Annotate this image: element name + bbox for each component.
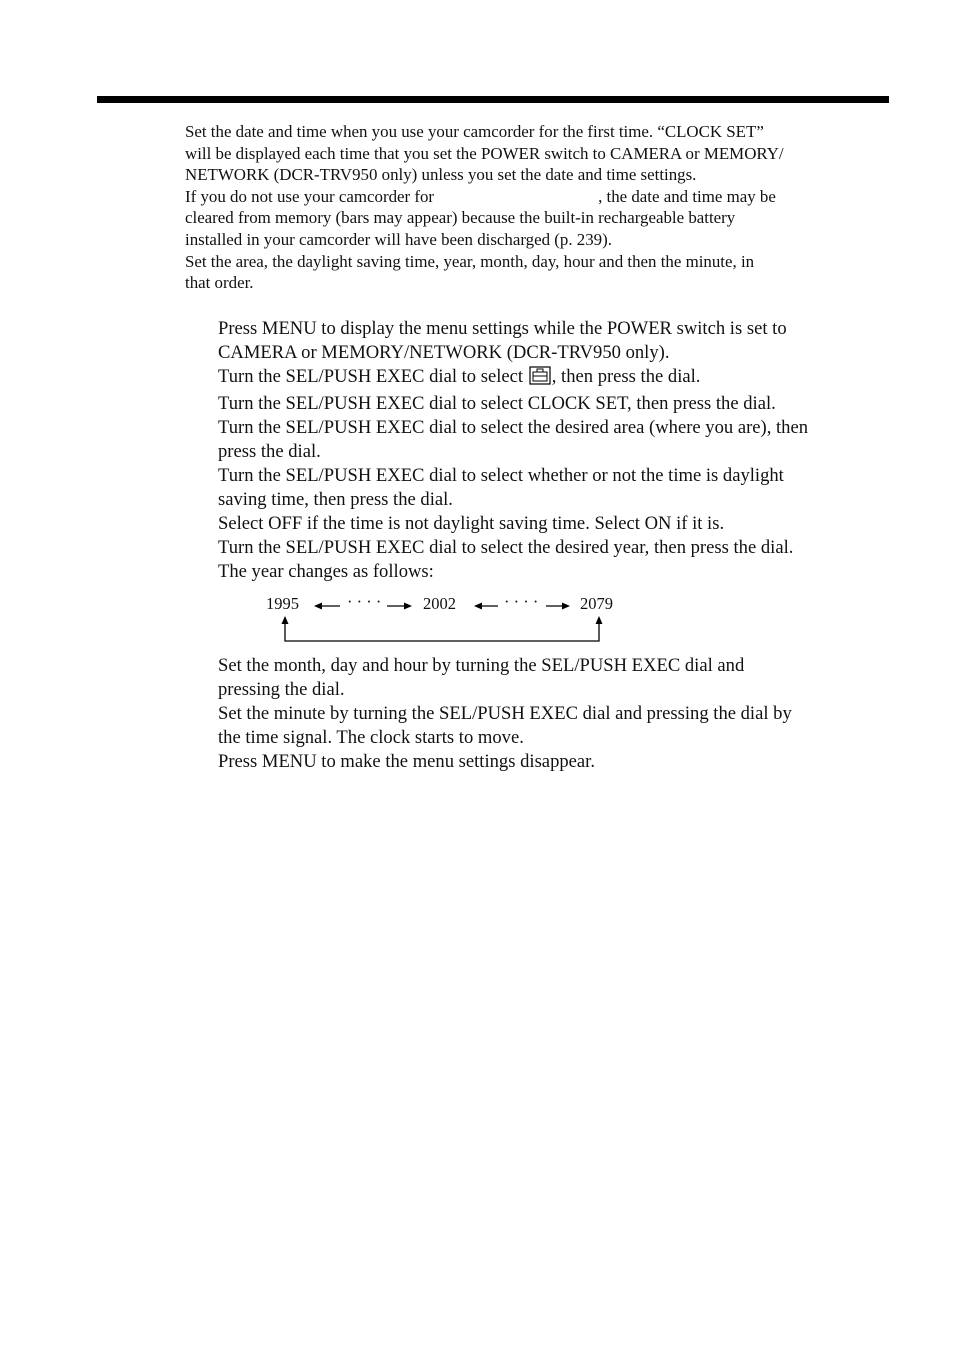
intro-line: installed in your camcorder will have been discharged (p. 239).: [185, 229, 612, 249]
step-4-line: Turn the SEL/PUSH EXEC dial to select the desired area (where you are), then: [218, 417, 809, 438]
step-5-note: Select OFF if the time is not daylight saving time. Select ON if it is.: [218, 513, 725, 534]
header-rule: [97, 96, 889, 103]
step-6-line: The year changes as follows:: [218, 561, 434, 582]
intro-text: If you do not use your camcorder for: [185, 186, 435, 206]
intro-line: Set the area, the daylight saving time, year, month, day, hour and then the minute, in: [185, 251, 755, 271]
intro-line: NETWORK (DCR-TRV950 only) unless you set the date and time settings.: [185, 165, 697, 185]
step-5-line: Turn the SEL/PUSH EXEC dial to select whether or not the time is daylight: [218, 465, 784, 486]
dots: · · · ·: [504, 592, 539, 611]
year-middle: 2002: [423, 594, 456, 613]
step-3-line: Turn the SEL/PUSH EXEC dial to select CLOCK SET, then press the dial.: [218, 393, 776, 414]
intro-line: will be displayed each time that you set the POWER switch to CAMERA or MEMORY/: [185, 143, 784, 163]
intro-line: that order.: [185, 273, 254, 293]
step-6-line: Turn the SEL/PUSH EXEC dial to select the desired year, then press the dial.: [218, 537, 794, 558]
step-2-text: Turn the SEL/PUSH EXEC dial to select: [218, 366, 528, 387]
intro-text: , the date and time may be: [598, 186, 776, 206]
step-5-line: saving time, then press the dial.: [218, 489, 453, 510]
year-cycle-diagram: [218, 584, 908, 654]
step-4-line: press the dial.: [218, 441, 321, 462]
step-2-line: [218, 365, 908, 392]
intro-line: Set the date and time when you use your camcorder for the first time. “CLOCK SET”: [185, 122, 764, 141]
year-start: 1995: [266, 594, 299, 613]
dots: · · · ·: [347, 592, 382, 611]
intro-paragraph: [185, 121, 891, 294]
step-1-line: Press MENU to display the menu settings while the POWER switch is set to: [218, 318, 787, 339]
steps-list: [218, 317, 908, 774]
year-end: 2079: [580, 594, 613, 613]
step-1-line: CAMERA or MEMORY/NETWORK (DCR-TRV950 only).: [218, 342, 670, 363]
step-2-text: , then press the dial.: [551, 366, 701, 387]
step-8-line: the time signal. The clock starts to move.: [218, 727, 524, 748]
step-7-line: pressing the dial.: [218, 679, 345, 700]
step-7-line: Set the month, day and hour by turning the SEL/PUSH EXEC dial and: [218, 655, 745, 676]
intro-line: cleared from memory (bars may appear) because the built-in rechargeable battery: [185, 208, 736, 228]
intro-line: [185, 186, 891, 208]
setup-menu-icon: [529, 366, 551, 392]
step-8-line: Set the minute by turning the SEL/PUSH EXEC dial and pressing the dial by: [218, 703, 792, 724]
step-9-line: Press MENU to make the menu settings disappear.: [218, 751, 595, 772]
